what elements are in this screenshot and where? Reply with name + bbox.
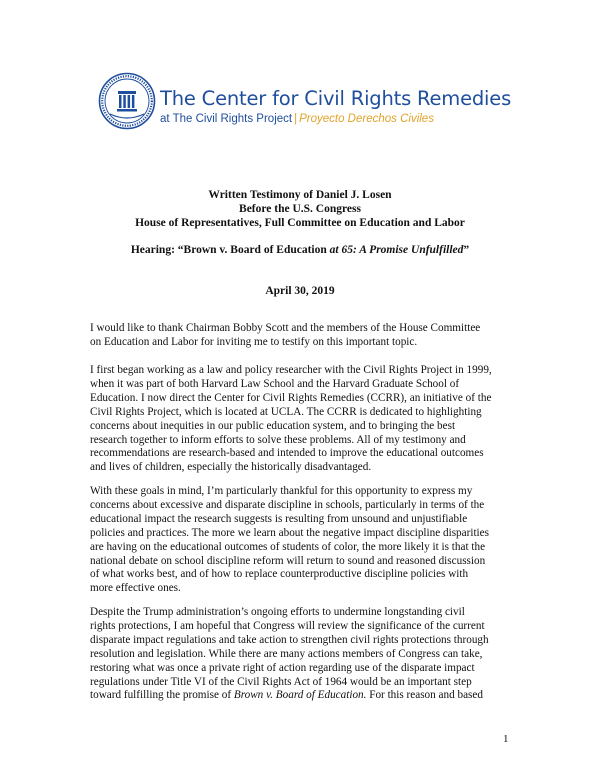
text-line: concerns about excessive and disparate discipline in schools, particularly in terms of the [90,498,485,511]
hearing-italic: at 65: A Promise Unfulfilled [326,244,464,256]
university-seal-icon [98,72,156,130]
text-line: Civil Rights Project, which is located at UCLA. The CCRR is dedicated to highlighting [90,405,482,418]
text-line: research together to inform efforts to solve these problems. All of my testimony and [90,433,466,446]
organization-subtitle [160,113,434,125]
subtitle-separator: | [294,113,298,125]
text-line: resolution and legislation. While there are many actions members of Congress can take, [90,647,483,660]
paragraph-background [90,364,520,475]
text-line: educational impact the research suggests is resulting from unsound and unjustifiable [90,512,468,525]
subtitle-spanish: Proyecto Derechos Civiles [299,113,434,125]
text-line: Education. I now direct the Center for Civil Rights Remedies (CCRR), an initiative of the [90,391,492,404]
text-line [90,689,520,703]
text-line: of what works best, and of how to replace counterproductive discipline policies with [90,568,469,581]
text-line: more effective ones. [90,582,181,595]
text-line: when it was part of both Harvard Law School and the Harvard Graduate School of [90,377,460,390]
text-line: are having on the educational outcomes of students of color, the more likely it is that the [90,540,486,553]
case-citation: Brown v. Board of Education. [233,689,367,702]
text-line: I would like to thank Chairman Bobby Scott and the members of the House Committee [90,322,481,334]
paragraph-goals [90,485,520,596]
subtitle-main: at The Civil Rights Project [160,113,293,125]
letterhead [98,72,518,138]
text-line: disparate impact regulations and take action to strengthen civil rights protections through [90,633,489,646]
page-number: 1 [503,733,509,745]
text-run: toward fulfilling the promise of [90,689,234,702]
hearing-title [0,244,600,256]
title-line: House of Representatives, Full Committee on Education and Labor [135,217,465,229]
text-line: concerns about inequities in our public education system, and to bringing the best [90,419,456,432]
text-line: Despite the Trump administration’s ongoing efforts to undermine longstanding civil [90,606,465,618]
hearing-prefix: Hearing: “Brown v. Board of Education [130,244,327,256]
text-line: national debate on school discipline reform will return to sound and reasoned discussion [90,554,486,567]
text-line: restoring what was once a private right of action regarding use of the disparate impact [90,661,475,674]
text-line: I first began working as a law and policy researcher with the Civil Rights Project in 1999, [90,364,492,376]
testimony-title [0,188,600,230]
paragraph-congress [90,606,520,703]
organization-name: The Center for Civil Rights Remedies [160,87,512,110]
text-line: policies and practices. The more we learn about the negative impact discipline disparities [90,526,489,539]
text-line: recommendations are research-based and intended to improve the educational outcomes [90,447,484,460]
text-line: and lives of children, especially the historically disadvantaged. [90,461,372,474]
text-line: regulations under Title VI of the Civil Rights Act of 1964 would be an important step [90,675,472,688]
text-run: For this reason and based [366,689,483,702]
title-line: Before the U.S. Congress [239,203,361,215]
hearing-suffix: ” [463,244,470,256]
text-line: rights protections, I am hopeful that Congress will review the significance of the current [90,619,485,632]
text-line: on Education and Labor for inviting me to testify on this important topic. [90,335,418,348]
testimony-date: April 30, 2019 [265,285,335,297]
title-line: Written Testimony of Daniel J. Losen [208,189,392,201]
paragraph-thanks [90,322,520,350]
text-line: With these goals in mind, I’m particularly thankful for this opportunity to express my [90,485,473,497]
